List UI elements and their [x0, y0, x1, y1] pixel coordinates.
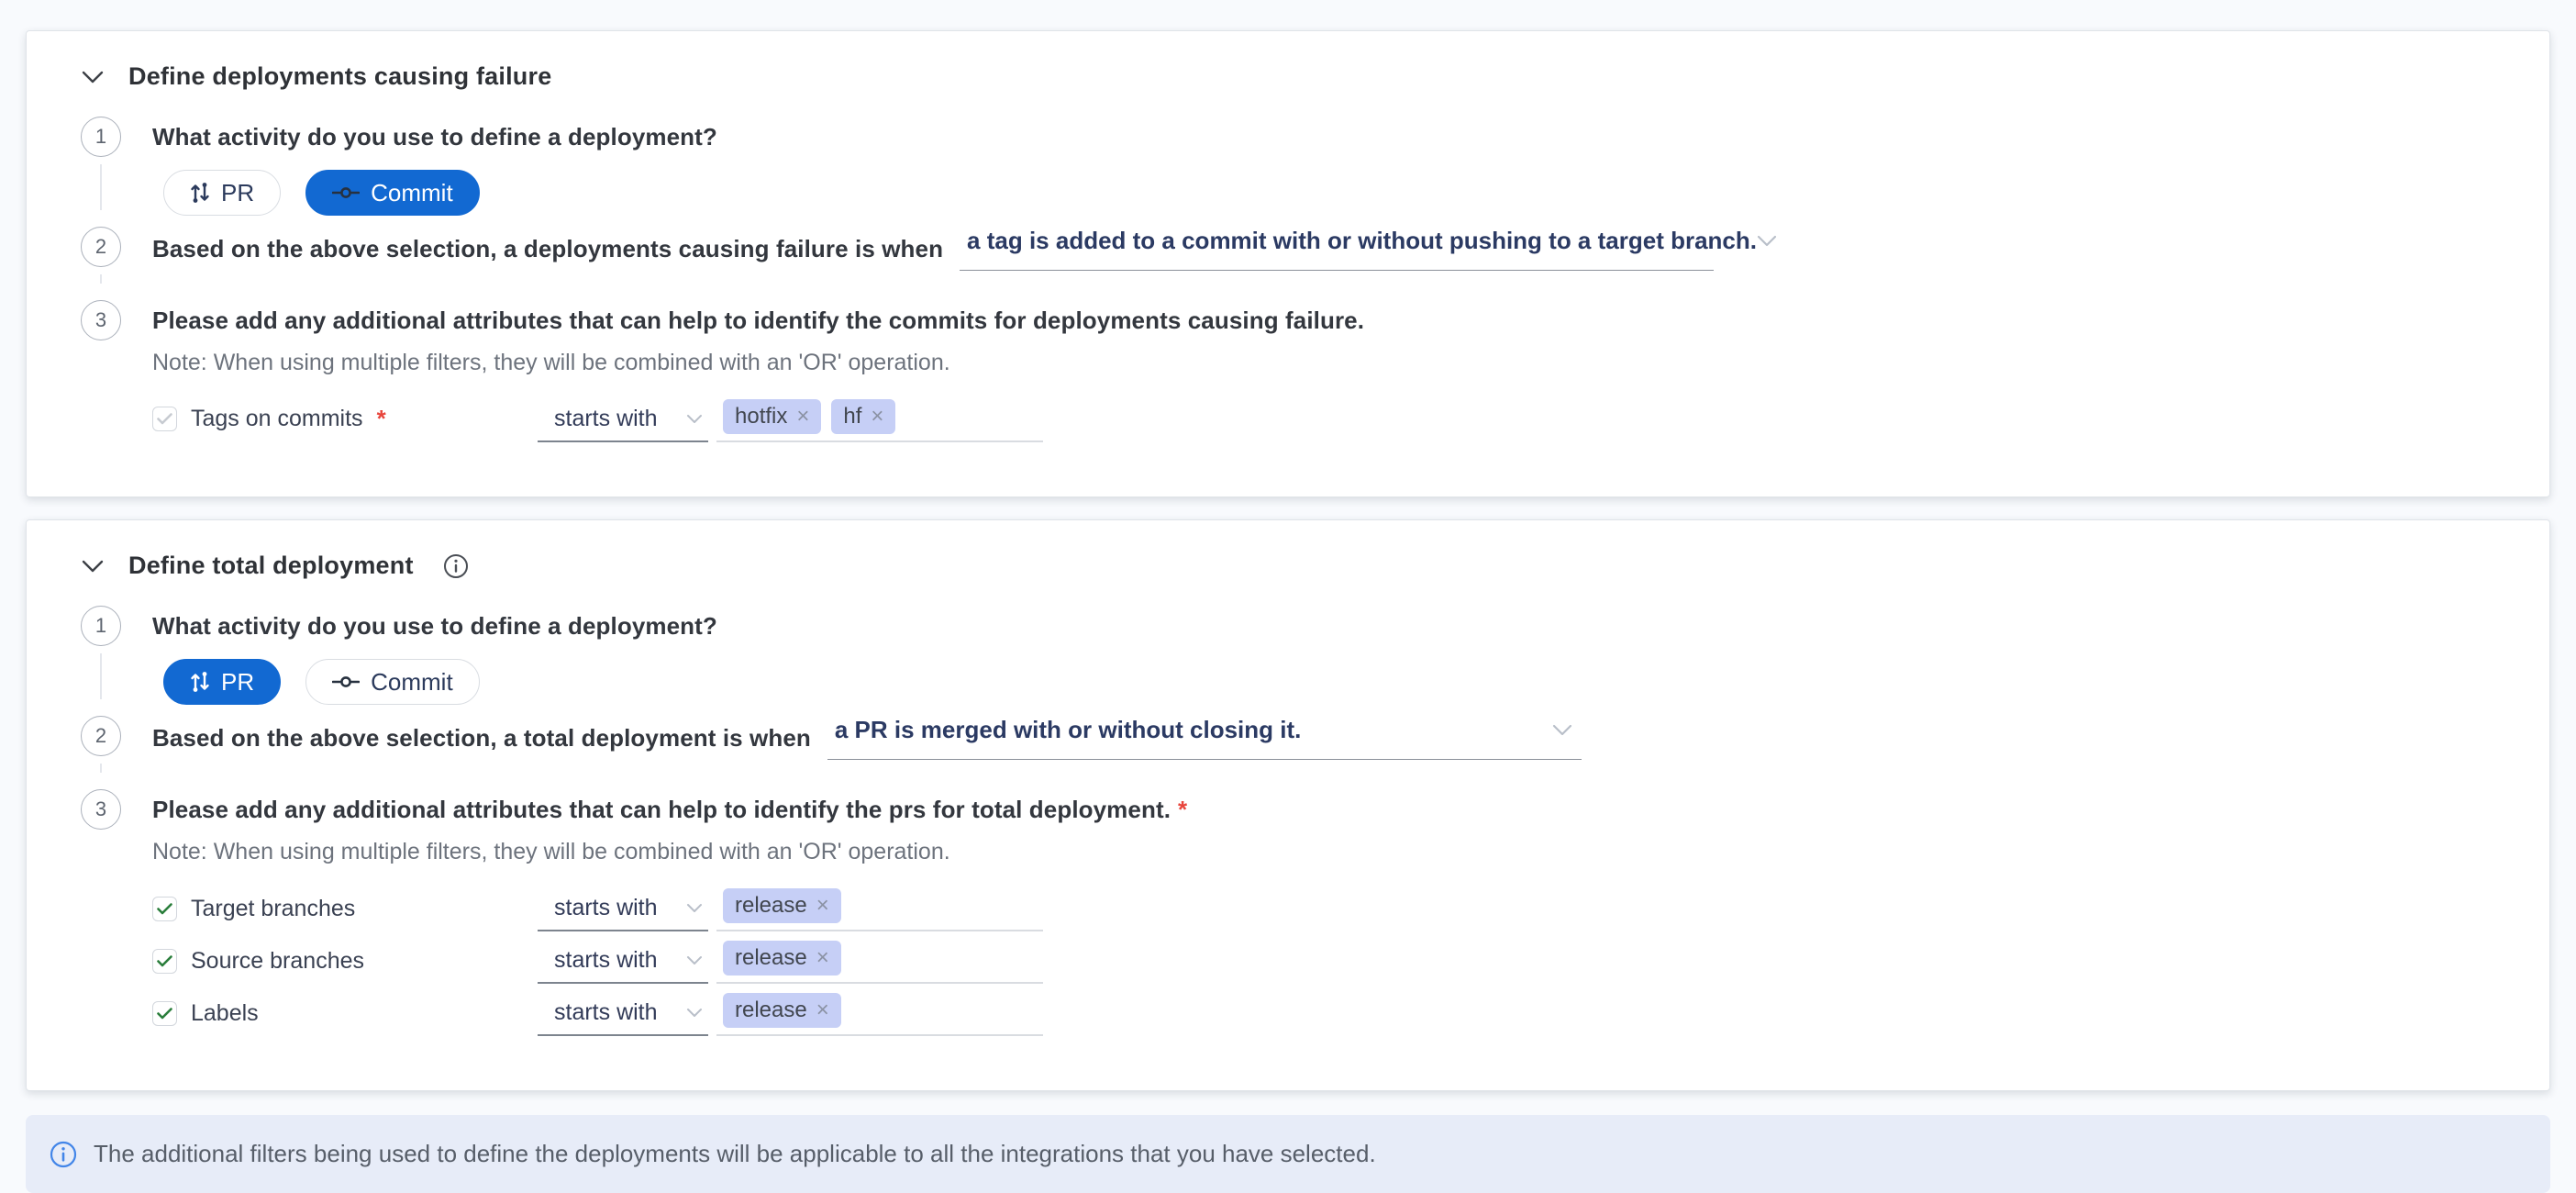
tag-chip [723, 993, 841, 1028]
collapse-chevron-icon[interactable] [81, 554, 105, 578]
card-title: Define deployments causing failure [128, 62, 552, 90]
filter-label: Target branches [191, 896, 356, 921]
info-icon [50, 1141, 77, 1168]
card-deployments-causing-failure [26, 30, 2550, 497]
step-connector [100, 653, 102, 699]
filters-note: Note: When using multiple filters, they will be combined with an 'OR' operation. [152, 350, 950, 375]
tag-chip-label: release [735, 893, 807, 918]
remove-tag-icon[interactable]: × [816, 945, 829, 970]
tags-input[interactable] [716, 993, 1043, 1036]
failure-definition-select[interactable] [960, 227, 1757, 271]
remove-tag-icon[interactable]: × [871, 404, 884, 429]
chevron-down-icon [686, 903, 703, 913]
operator-select[interactable] [538, 895, 708, 931]
step-number: 2 [81, 227, 121, 267]
filter-label: Tags on commits [191, 406, 363, 431]
step-1 [81, 606, 2498, 705]
step-2 [81, 716, 2498, 778]
pr-button-label: PR [221, 667, 255, 696]
activity-toggle [163, 170, 2498, 216]
step-connector [100, 274, 102, 284]
step-1 [81, 117, 2498, 216]
tag-chip [831, 399, 895, 434]
step-number: 3 [81, 300, 121, 340]
pr-button[interactable] [163, 170, 281, 216]
chevron-down-icon [1757, 235, 1777, 247]
info-icon[interactable] [443, 553, 469, 579]
step-3 [81, 789, 2498, 1044]
checkbox-tags-on-commits[interactable] [152, 407, 177, 431]
step-question: What activity do you use to define a deployment? [152, 122, 717, 151]
collapse-chevron-icon[interactable] [81, 65, 105, 89]
pull-request-icon [190, 181, 210, 205]
operator-value: starts with [554, 406, 658, 431]
chevron-down-icon [686, 414, 703, 424]
filters-note: Note: When using multiple filters, they will be combined with an 'OR' operation. [152, 839, 950, 864]
step-number: 1 [81, 117, 121, 157]
filter-row-tags-on-commits [152, 398, 2498, 442]
pull-request-icon [190, 670, 210, 694]
tag-chip-label: hotfix [735, 404, 788, 429]
commit-button-label: Commit [371, 667, 453, 696]
required-asterisk: * [376, 405, 386, 432]
step-number: 1 [81, 606, 121, 646]
operator-select[interactable] [538, 947, 708, 984]
step-question: Please add any additional attributes that can help to identify the prs for total deployment. [152, 795, 1171, 823]
tag-chip [723, 941, 841, 976]
checkbox-source-branches[interactable] [152, 949, 177, 974]
info-banner [26, 1115, 2550, 1193]
tags-input[interactable] [716, 941, 1043, 984]
steps [81, 606, 2498, 1044]
commit-icon [332, 675, 360, 688]
step-number: 3 [81, 789, 121, 830]
checkbox-target-branches[interactable] [152, 897, 177, 921]
commit-icon [332, 186, 360, 199]
select-value: a tag is added to a commit with or without pushing to a target branch. [967, 227, 1757, 254]
filter-row-target-branches [152, 887, 2498, 931]
commit-button[interactable] [305, 170, 480, 216]
tag-chip-label: hf [843, 404, 862, 429]
filters-list [152, 887, 2498, 1036]
step-connector [100, 764, 102, 773]
operator-select[interactable] [538, 406, 708, 442]
chevron-down-icon [686, 1008, 703, 1018]
step-2 [81, 227, 2498, 289]
tags-input[interactable] [716, 888, 1043, 931]
filter-label: Source branches [191, 948, 365, 974]
operator-select[interactable] [538, 999, 708, 1036]
tag-chip [723, 399, 821, 434]
step-question: Please add any additional attributes that can help to identify the commits for deployments causing failure. [152, 306, 1365, 334]
activity-toggle [163, 659, 2498, 705]
tags-input[interactable] [716, 399, 1043, 442]
step-question: Based on the above selection, a total deployment is when [152, 723, 811, 752]
commit-button-label: Commit [371, 178, 453, 206]
card-title: Define total deployment [128, 552, 414, 579]
filters-list [152, 398, 2498, 442]
chevron-down-icon [1552, 724, 1572, 736]
tag-chip-label: release [735, 945, 807, 970]
chevron-down-icon [686, 955, 703, 965]
operator-value: starts with [554, 947, 658, 973]
remove-tag-icon[interactable]: × [796, 404, 810, 429]
filter-row-source-branches [152, 940, 2498, 984]
tag-chip [723, 888, 841, 923]
operator-value: starts with [554, 895, 658, 920]
steps [81, 117, 2498, 451]
checkbox-labels[interactable] [152, 1001, 177, 1026]
filter-row-labels [152, 992, 2498, 1036]
card-header [81, 552, 2498, 580]
card-header [81, 62, 2498, 91]
remove-tag-icon[interactable]: × [816, 893, 829, 918]
step-question: Based on the above selection, a deployments causing failure is when [152, 234, 944, 262]
remove-tag-icon[interactable]: × [816, 998, 829, 1022]
commit-button[interactable] [305, 659, 480, 705]
operator-value: starts with [554, 999, 658, 1025]
tag-chip-label: release [735, 998, 807, 1022]
filter-label: Labels [191, 1000, 259, 1026]
step-question: What activity do you use to define a deployment? [152, 611, 717, 640]
step-3 [81, 300, 2498, 451]
required-asterisk: * [1178, 795, 1188, 823]
pr-button-label: PR [221, 178, 255, 206]
deployment-definition-select[interactable] [827, 716, 1582, 760]
pr-button[interactable] [163, 659, 281, 705]
select-value: a PR is merged with or without closing it. [834, 716, 1302, 743]
banner-text: The additional filters being used to define the deployments will be applicable to all the integrations that you have selected. [94, 1140, 1376, 1167]
card-total-deployment [26, 519, 2550, 1091]
step-connector [100, 164, 102, 210]
step-number: 2 [81, 716, 121, 756]
